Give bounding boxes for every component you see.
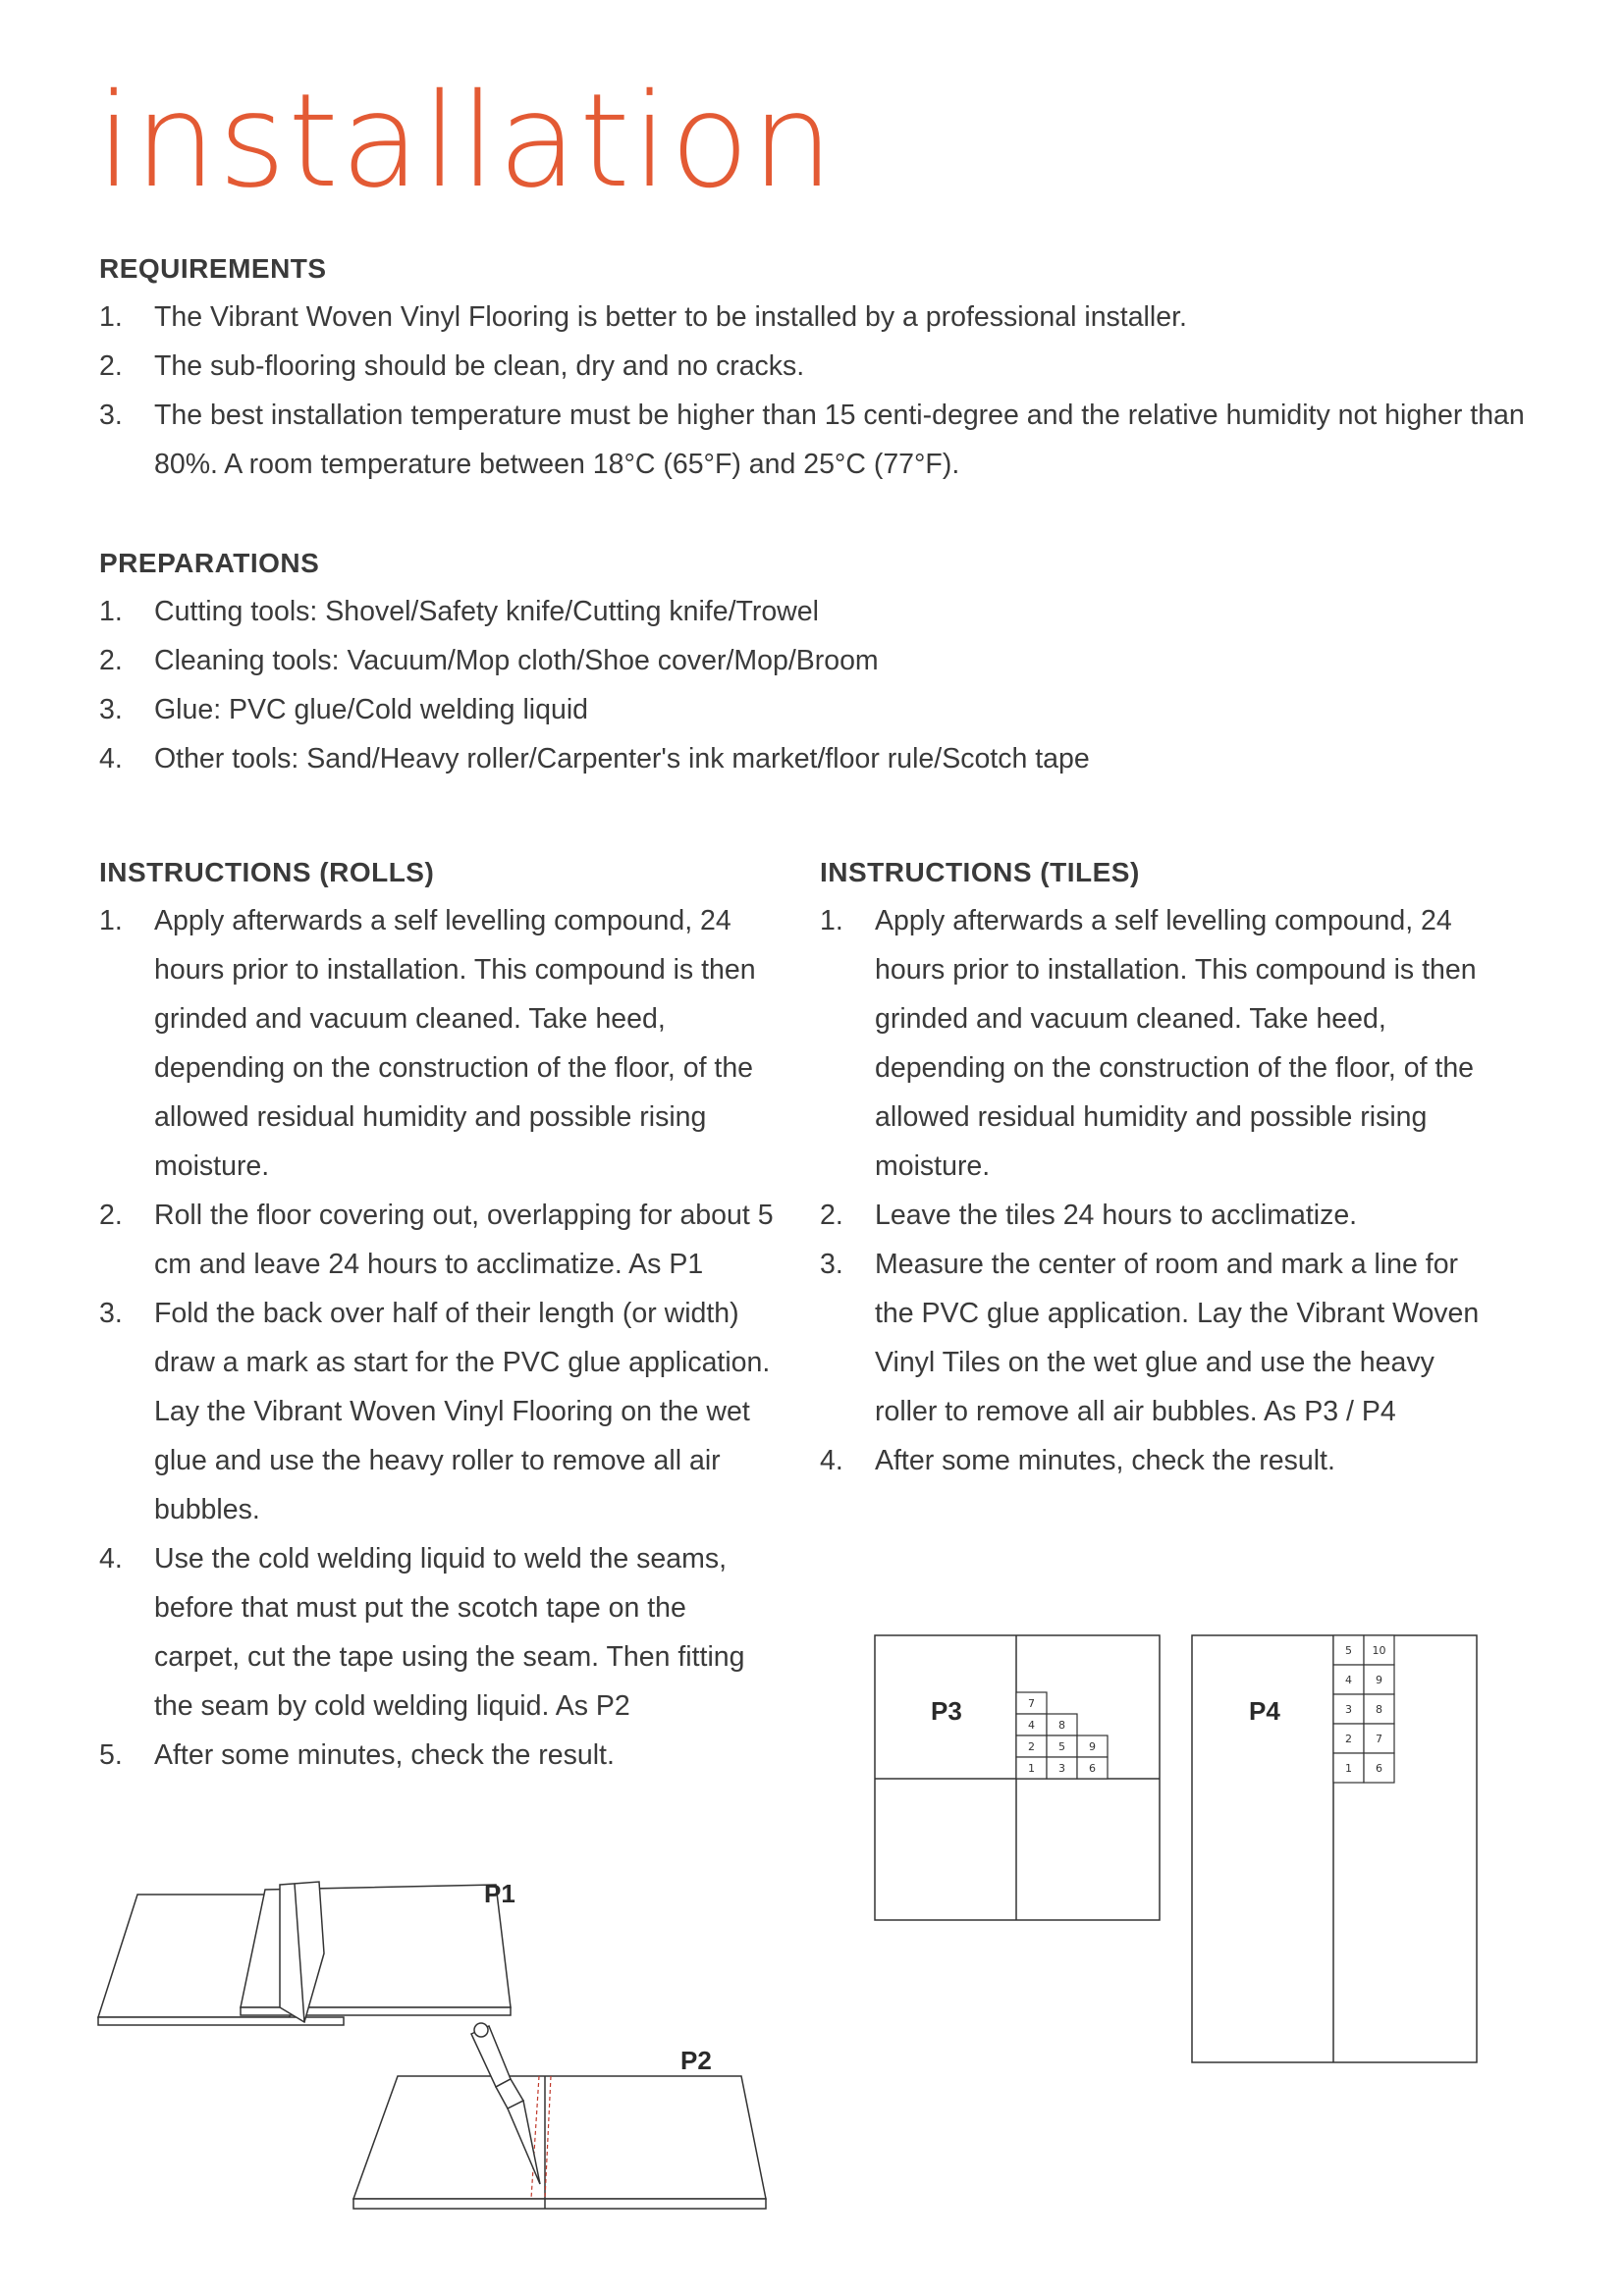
item-text: Roll the floor covering out, overlapping for about 5 cm and leave 24 hours to acclimatize. As P1 [154, 1200, 774, 1280]
tile-number: 3 [1345, 1703, 1352, 1716]
p1-illustration [93, 1870, 525, 2042]
tile-number: 1 [1028, 1762, 1035, 1775]
item-number: 4. [99, 743, 123, 774]
tile-number: 8 [1376, 1703, 1382, 1716]
tile-number: 3 [1058, 1762, 1065, 1775]
item-number: 2. [99, 1200, 123, 1231]
item-text: Apply afterwards a self levelling compound, 24 hours prior to installation. This compound is then grinded and vacuum cleaned. Take heed, depending on the construction of the floor, of the allowed residual humidity and possible rising moisture. [154, 905, 756, 1182]
tile-number: 6 [1376, 1762, 1382, 1775]
rolls-list [99, 896, 777, 1780]
item-text: Cleaning tools: Vacuum/Mop cloth/Shoe cover/Mop/Broom [154, 645, 879, 676]
item-number: 5. [99, 1739, 123, 1771]
tile-number: 5 [1345, 1644, 1352, 1657]
list-item [820, 1436, 1497, 1485]
list-item [99, 636, 1552, 685]
tile-number: 9 [1089, 1740, 1096, 1753]
item-number: 4. [99, 1543, 123, 1575]
requirements-heading: REQUIREMENTS [99, 253, 327, 284]
item-text: After some minutes, check the result. [154, 1739, 615, 1771]
tile-number: 4 [1345, 1674, 1352, 1686]
preparations-heading: PREPARATIONS [99, 548, 320, 578]
item-number: 4. [820, 1445, 843, 1476]
preparations-list [99, 587, 1552, 783]
item-text: Other tools: Sand/Heavy roller/Carpenter's ink market/floor rule/Scotch tape [154, 743, 1090, 774]
list-item [99, 342, 1552, 391]
tile-number: 2 [1345, 1733, 1352, 1745]
rolls-heading: INSTRUCTIONS (ROLLS) [99, 857, 435, 887]
list-item [99, 293, 1552, 342]
list-item [820, 1240, 1497, 1436]
tiles-heading: INSTRUCTIONS (TILES) [820, 857, 1140, 887]
tiles-list [820, 896, 1497, 1485]
item-number: 3. [99, 400, 123, 431]
requirements-list [99, 293, 1552, 489]
tile-number: 7 [1028, 1697, 1035, 1710]
item-text: The sub-flooring should be clean, dry and no cracks. [154, 350, 805, 382]
item-text: Apply afterwards a self levelling compound, 24 hours prior to installation. This compound is then grinded and vacuum cleaned. Take heed, depending on the construction of the floor, of the allowed residual humidity and possible rising moisture. [875, 905, 1477, 1182]
tile-number: 8 [1058, 1719, 1065, 1732]
item-number: 2. [820, 1200, 843, 1231]
page-title: installation [96, 66, 836, 217]
item-text: Glue: PVC glue/Cold welding liquid [154, 694, 589, 725]
list-item [99, 685, 1552, 734]
list-item [99, 896, 777, 1191]
item-number: 1. [820, 905, 843, 936]
item-number: 2. [99, 645, 123, 676]
item-number: 3. [820, 1249, 843, 1280]
item-text: Use the cold welding liquid to weld the seams, before that must put the scotch tape on the carpet, cut the tape using the seam. Then fitting the seam by cold welding liquid. As P2 [154, 1543, 745, 1722]
item-text: The best installation temperature must be higher than 15 centi-degree and the relative humidity not higher than 80%. A room temperature between 18°C (65°F) and 25°C (77°F). [154, 400, 1525, 480]
p4-label: P4 [1249, 1696, 1280, 1726]
list-item [99, 1191, 777, 1289]
tile-number: 7 [1376, 1733, 1382, 1745]
tile-number: 9 [1376, 1674, 1382, 1686]
p3-label: P3 [931, 1696, 962, 1726]
item-text: Fold the back over half of their length (or width) draw a mark as start for the PVC glue application. Lay the Vibrant Woven Vinyl Flooring on the wet glue and use the heavy roller to remove all air bubbles. [154, 1298, 771, 1525]
p1-label: P1 [484, 1879, 515, 1908]
p3-diagram [874, 1634, 1168, 1924]
tile-number: 10 [1372, 1644, 1386, 1657]
item-number: 3. [99, 1298, 123, 1329]
list-item [99, 587, 1552, 636]
tile-number: 2 [1028, 1740, 1035, 1753]
item-number: 1. [99, 905, 123, 936]
list-item [99, 734, 1552, 783]
tile-number: 6 [1089, 1762, 1096, 1775]
item-text: The Vibrant Woven Vinyl Flooring is better to be installed by a professional installer. [154, 301, 1187, 333]
list-item [99, 1731, 777, 1780]
list-item [820, 896, 1497, 1191]
item-text: After some minutes, check the result. [875, 1445, 1335, 1476]
item-text: Leave the tiles 24 hours to acclimatize. [875, 1200, 1358, 1231]
item-text: Cutting tools: Shovel/Safety knife/Cutting knife/Trowel [154, 596, 819, 627]
item-number: 3. [99, 694, 123, 725]
list-item [99, 1534, 777, 1731]
tile-number: 4 [1028, 1719, 1035, 1732]
item-number: 1. [99, 596, 123, 627]
list-item [99, 1289, 777, 1534]
item-number: 1. [99, 301, 123, 333]
item-text: Measure the center of room and mark a line for the PVC glue application. Lay the Vibrant Woven Vinyl Tiles on the wet glue and use the heavy roller to remove all air bubbles. As P3 / P4 [875, 1249, 1480, 1427]
tile-number: 5 [1058, 1740, 1065, 1753]
item-number: 2. [99, 350, 123, 382]
p4-diagram [1191, 1634, 1486, 2066]
list-item [99, 391, 1552, 489]
list-item [820, 1191, 1497, 1240]
p2-label: P2 [680, 2046, 712, 2075]
tile-number: 1 [1345, 1762, 1352, 1775]
